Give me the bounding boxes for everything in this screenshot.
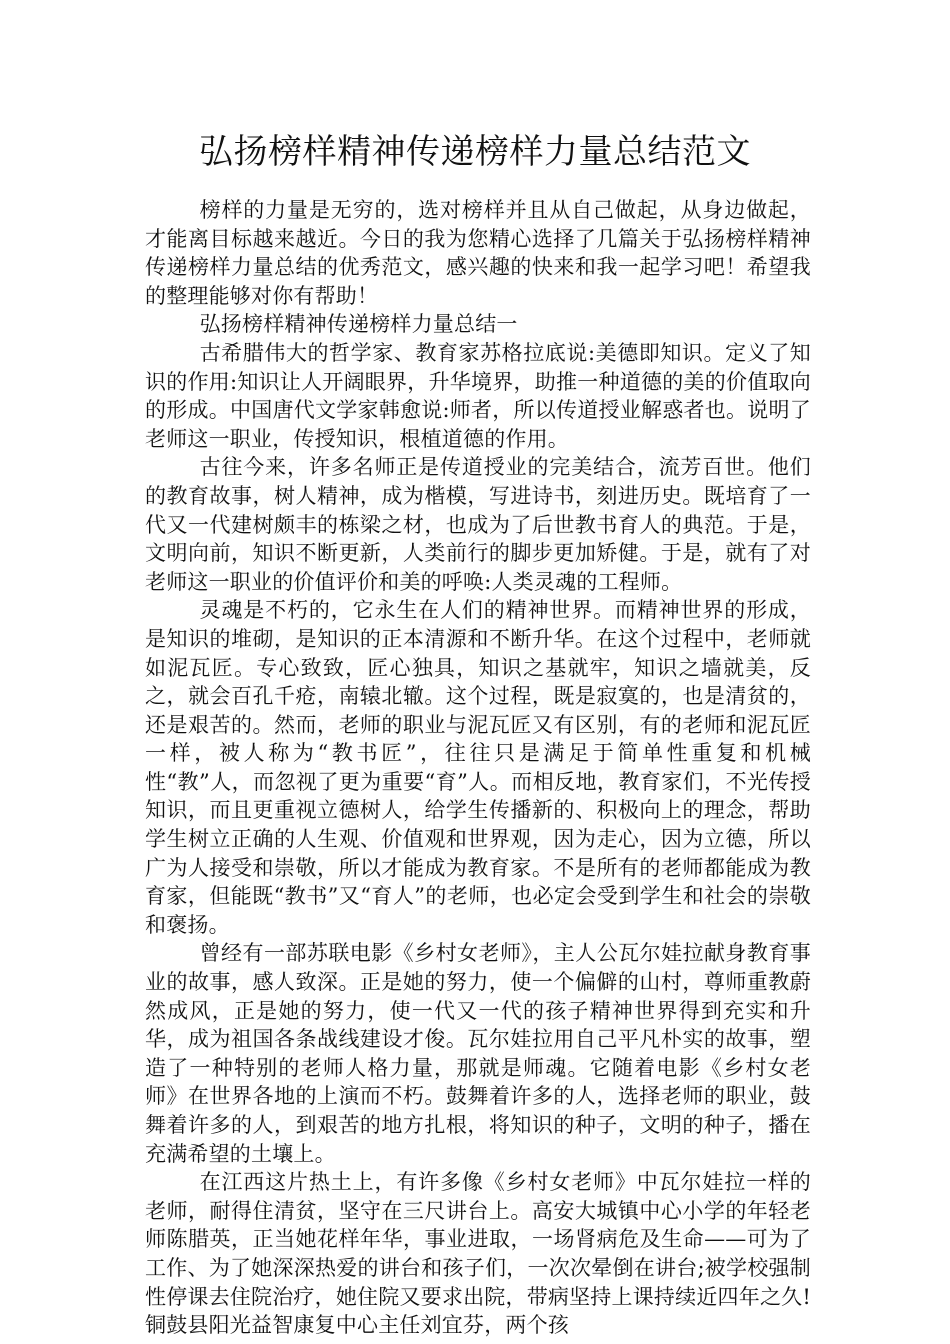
section-heading: 弘扬榜样精神传递榜样力量总结一	[199, 312, 518, 337]
body-paragraph: 在江西这片热土上，有许多像《乡村女老师》中瓦尔娃拉一样的老师，耐得住清贫，坚守在三尺讲台上。高安大城镇中心小学的年轻老师陈腊英，正当她花样年华，事业进取，一场肾病危及生命——可为了工作、为了她深深热爱的讲台和孩子们，一次次晕倒在讲台;被学校强制性停课去住院治疗，她住院又要求出院，带病坚持上课持续近四年之久!铜鼓县阳光益智康复中心主任刘宜芬，两个孩	[145, 1170, 811, 1338]
document-body	[145, 196, 811, 1340]
body-paragraph: 古希腊伟大的哲学家、教育家苏格拉底说:美德即知识。定义了知识的作用:知识让人开阔眼界，升华境界，助推一种道德的美的价值取向的形成。中国唐代文学家韩愈说:师者，所以传道授业解惑者也。说明了老师这一职业，传授知识，根植道德的作用。	[145, 340, 811, 451]
body-paragraph: 古往今来，许多名师正是传道授业的完美结合，流芳百世。他们的教育故事，树人精神，成为楷模，写进诗书，刻进历史。既培育了一代又一代建树颇丰的栋梁之材，也成为了后世教书育人的典范。于是，文明向前，知识不断更新，人类前行的脚步更加矫健。于是，就有了对老师这一职业的价值评价和美的呼唤:人类灵魂的工程师。	[145, 455, 811, 594]
body-paragraph: 曾经有一部苏联电影《乡村女老师》，主人公瓦尔娃拉献身教育事业的故事，感人致深。正是她的努力，使一个偏僻的山村，尊师重教蔚然成风，正是她的努力，使一代又一代的孩子精神世界得到充实和升华，成为祖国各条战线建设才俊。瓦尔娃拉用自己平凡朴实的故事，塑造了一种特别的老师人格力量，那就是师魂。它随着电影《乡村女老师》在世界各地的上演而不朽。鼓舞着许多的人，选择老师的职业，鼓舞着许多的人，到艰苦的地方扎根，将知识的种子，文明的种子，播在充满希望的土壤上。	[145, 941, 811, 1166]
body-paragraph: 灵魂是不朽的，它永生在人们的精神世界。而精神世界的形成，是知识的堆砌，是知识的正本清源和不断升华。在这个过程中，老师就如泥瓦匠。专心致致，匠心独具，知识之基就牢，知识之墙就美，反之，就会百孔千疮，南辕北辙。这个过程，既是寂寞的，也是清贫的，还是艰苦的。然而，老师的职业与泥瓦匠又有区别，有的老师和泥瓦匠一样，被人称为“教书匠”，往往只是满足于简单性重复和机械性“教”人，而忽视了更为重要“育”人。而相反地，教育家们，不光传授知识，而且更重视立德树人，给学生传播新的、积极向上的理念，帮助学生树立正确的人生观、价值观和世界观，因为走心，因为立德，所以广为人接受和崇敬，所以才能成为教育家。不是所有的老师都能成为教育家，但能既“教书”又“育人”的老师，也必定会受到学生和社会的崇敬和褒扬。	[145, 598, 811, 937]
page-title: 弘扬榜样精神传递榜样力量总结范文	[199, 132, 751, 172]
intro-paragraph: 榜样的力量是无穷的，选对榜样并且从自己做起，从身边做起，才能离目标越来越近。今日的我为您精心选择了几篇关于弘扬榜样精神传递榜样力量总结的优秀范文，感兴趣的快来和我一起学习吧！希望我的整理能够对你有帮助！	[145, 198, 811, 308]
